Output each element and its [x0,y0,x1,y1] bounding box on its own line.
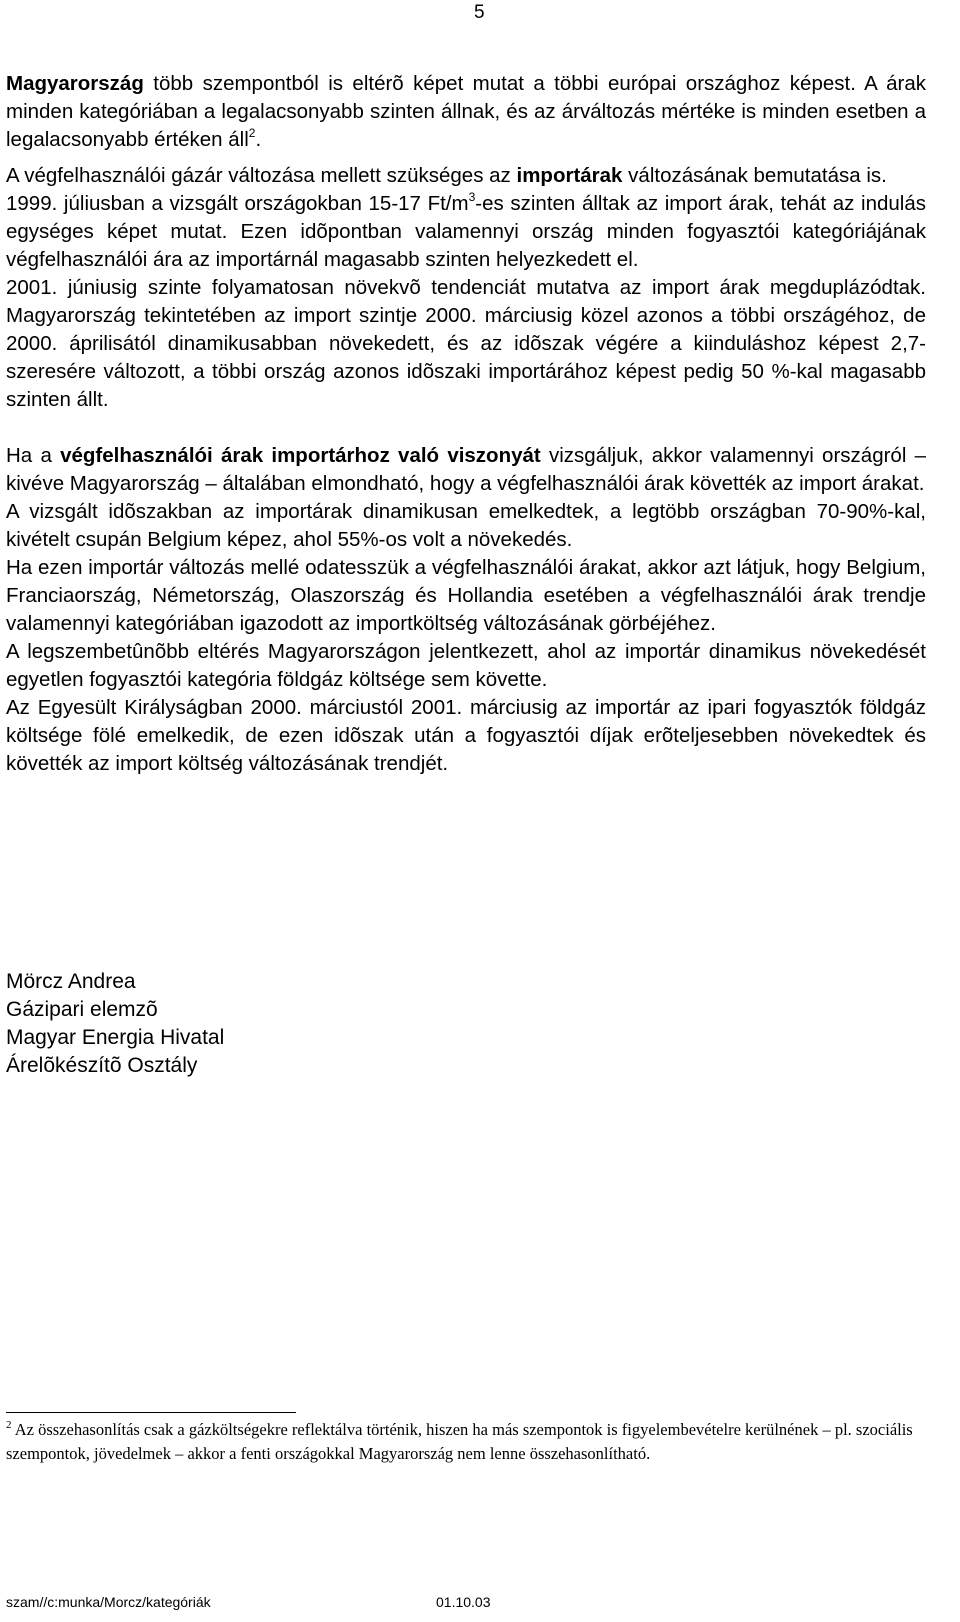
paragraph-end-user-ratio [6,442,926,498]
author-department: Árelõkészítõ Osztály [6,1054,198,1077]
bold-term: Magyarország [6,72,144,95]
paragraph-2001: 2001. júniusig szinte folyamatosan növekvõ tendenciát mutatva az import árak megduplázódtak. Magyarország tekintetében az import szintje 2000. márciusig közel azonos a többi országéhoz, de 2000. áprilisától dinamikusabban növekedett, és az idõszak végére a kiinduláshoz képest 2,7-szeresére változott, a többi ország azonos idõszaki importárához képest pedig 50 %-kal magasabb szinten állt. [6,276,926,411]
paragraph-text: -es szinten álltak az import árak, tehát az indulás egységes képet mutat. Ezen idõpontban valamennyi ország minden fogyasztói kategóriájának végfelhasználói ára az importárnál magasabb szinten helyezkedett el. [6,192,926,271]
footnote-divider [6,1412,296,1413]
paragraph-united-kingdom: Az Egyesült Királyságban 2000. márciustól 2001. márciusig az importár az ipari fogyasztók földgáz költsége fölé emelkedik, de ezen idõszak után a fogyasztói díjak erõteljesebben növekedtek és követték az import költség változásának trendjét. [6,696,926,775]
footnote-marker: 2 [6,1419,12,1431]
paragraph-1999 [6,190,926,274]
superscript: 3 [468,190,476,204]
paragraph-hungary-overview [6,70,926,154]
footnote [6,1418,926,1466]
main-text [6,70,926,778]
paragraph-text: A végfelhasználói gázár változása mellett szükséges az [6,164,517,187]
paragraph-text: vizsgáljuk, akkor valamennyi országról – kivéve Magyarország – általában elmondható, hogy a végfelhasználói árak követték az import árakat. [6,444,927,495]
paragraph-trend-comparison: Ha ezen importár változás mellé odatesszük a végfelhasználói árakat, akkor azt látjuk, hogy Belgium, Franciaország, Németország, Olaszország és Hollandia esetében a végfelhasználói árak trendje valamennyi kategóriában igazodott az importköltség változásának görbéjéhez. [6,556,926,635]
paragraph-text: több szempontból is eltérõ képet mutat a többi európai országhoz képest. A árak minden kategóriában a legalacsonyabb szinten állnak, és az árváltozás mértéke is minden esetben a legalacsonyabb értéken áll [6,72,926,151]
footer-file-path: szam//c:munka/Morcz/kategóriák [6,1594,211,1610]
author-name: Mörcz Andrea [6,970,136,993]
author-title: Gázipari elemzõ [6,998,158,1021]
footnote-reference: 2 [248,126,256,140]
page-number: 5 [474,2,485,23]
paragraph-hungary-deviation: A legszembetûnõbb eltérés Magyarországon jelentkezett, ahol az importár dinamikus növekedését egyetlen fogyasztói kategória földgáz költsége sem követte. [6,640,926,691]
bold-term: végfelhasználói árak importárhoz való viszonyát [60,444,541,467]
signature-block [6,968,224,1080]
paragraph-import-prices-intro [6,162,926,190]
footer-date: 01.10.03 [436,1594,491,1610]
bold-term: importárak [516,164,623,187]
author-organization: Magyar Energia Hivatal [6,1026,225,1049]
paragraph-import-growth: A vizsgált idõszakban az importárak dinamikusan emelkedtek, a legtöbb országban 70-90%-kal, kivételt csupán Belgium képez, ahol 55%-os volt a növekedés. [6,500,926,551]
footnote-text: Az összehasonlítás csak a gázköltségekre reflektálva történik, hiszen ha más szempontok is figyelembevételre kerülnének – pl. szociális szempontok, jövedelmek – akkor a fenti országokkal Magyarország nem lenne összehasonlítható. [6,1420,913,1463]
page-footer [6,1594,926,1610]
paragraph-end: . [255,128,262,151]
paragraph-text: változásának bemutatása is. [622,164,887,187]
paragraph-text: Ha a [6,444,61,467]
paragraph-text: 1999. júliusban a vizsgált országokban 15-17 Ft/m [6,192,469,215]
